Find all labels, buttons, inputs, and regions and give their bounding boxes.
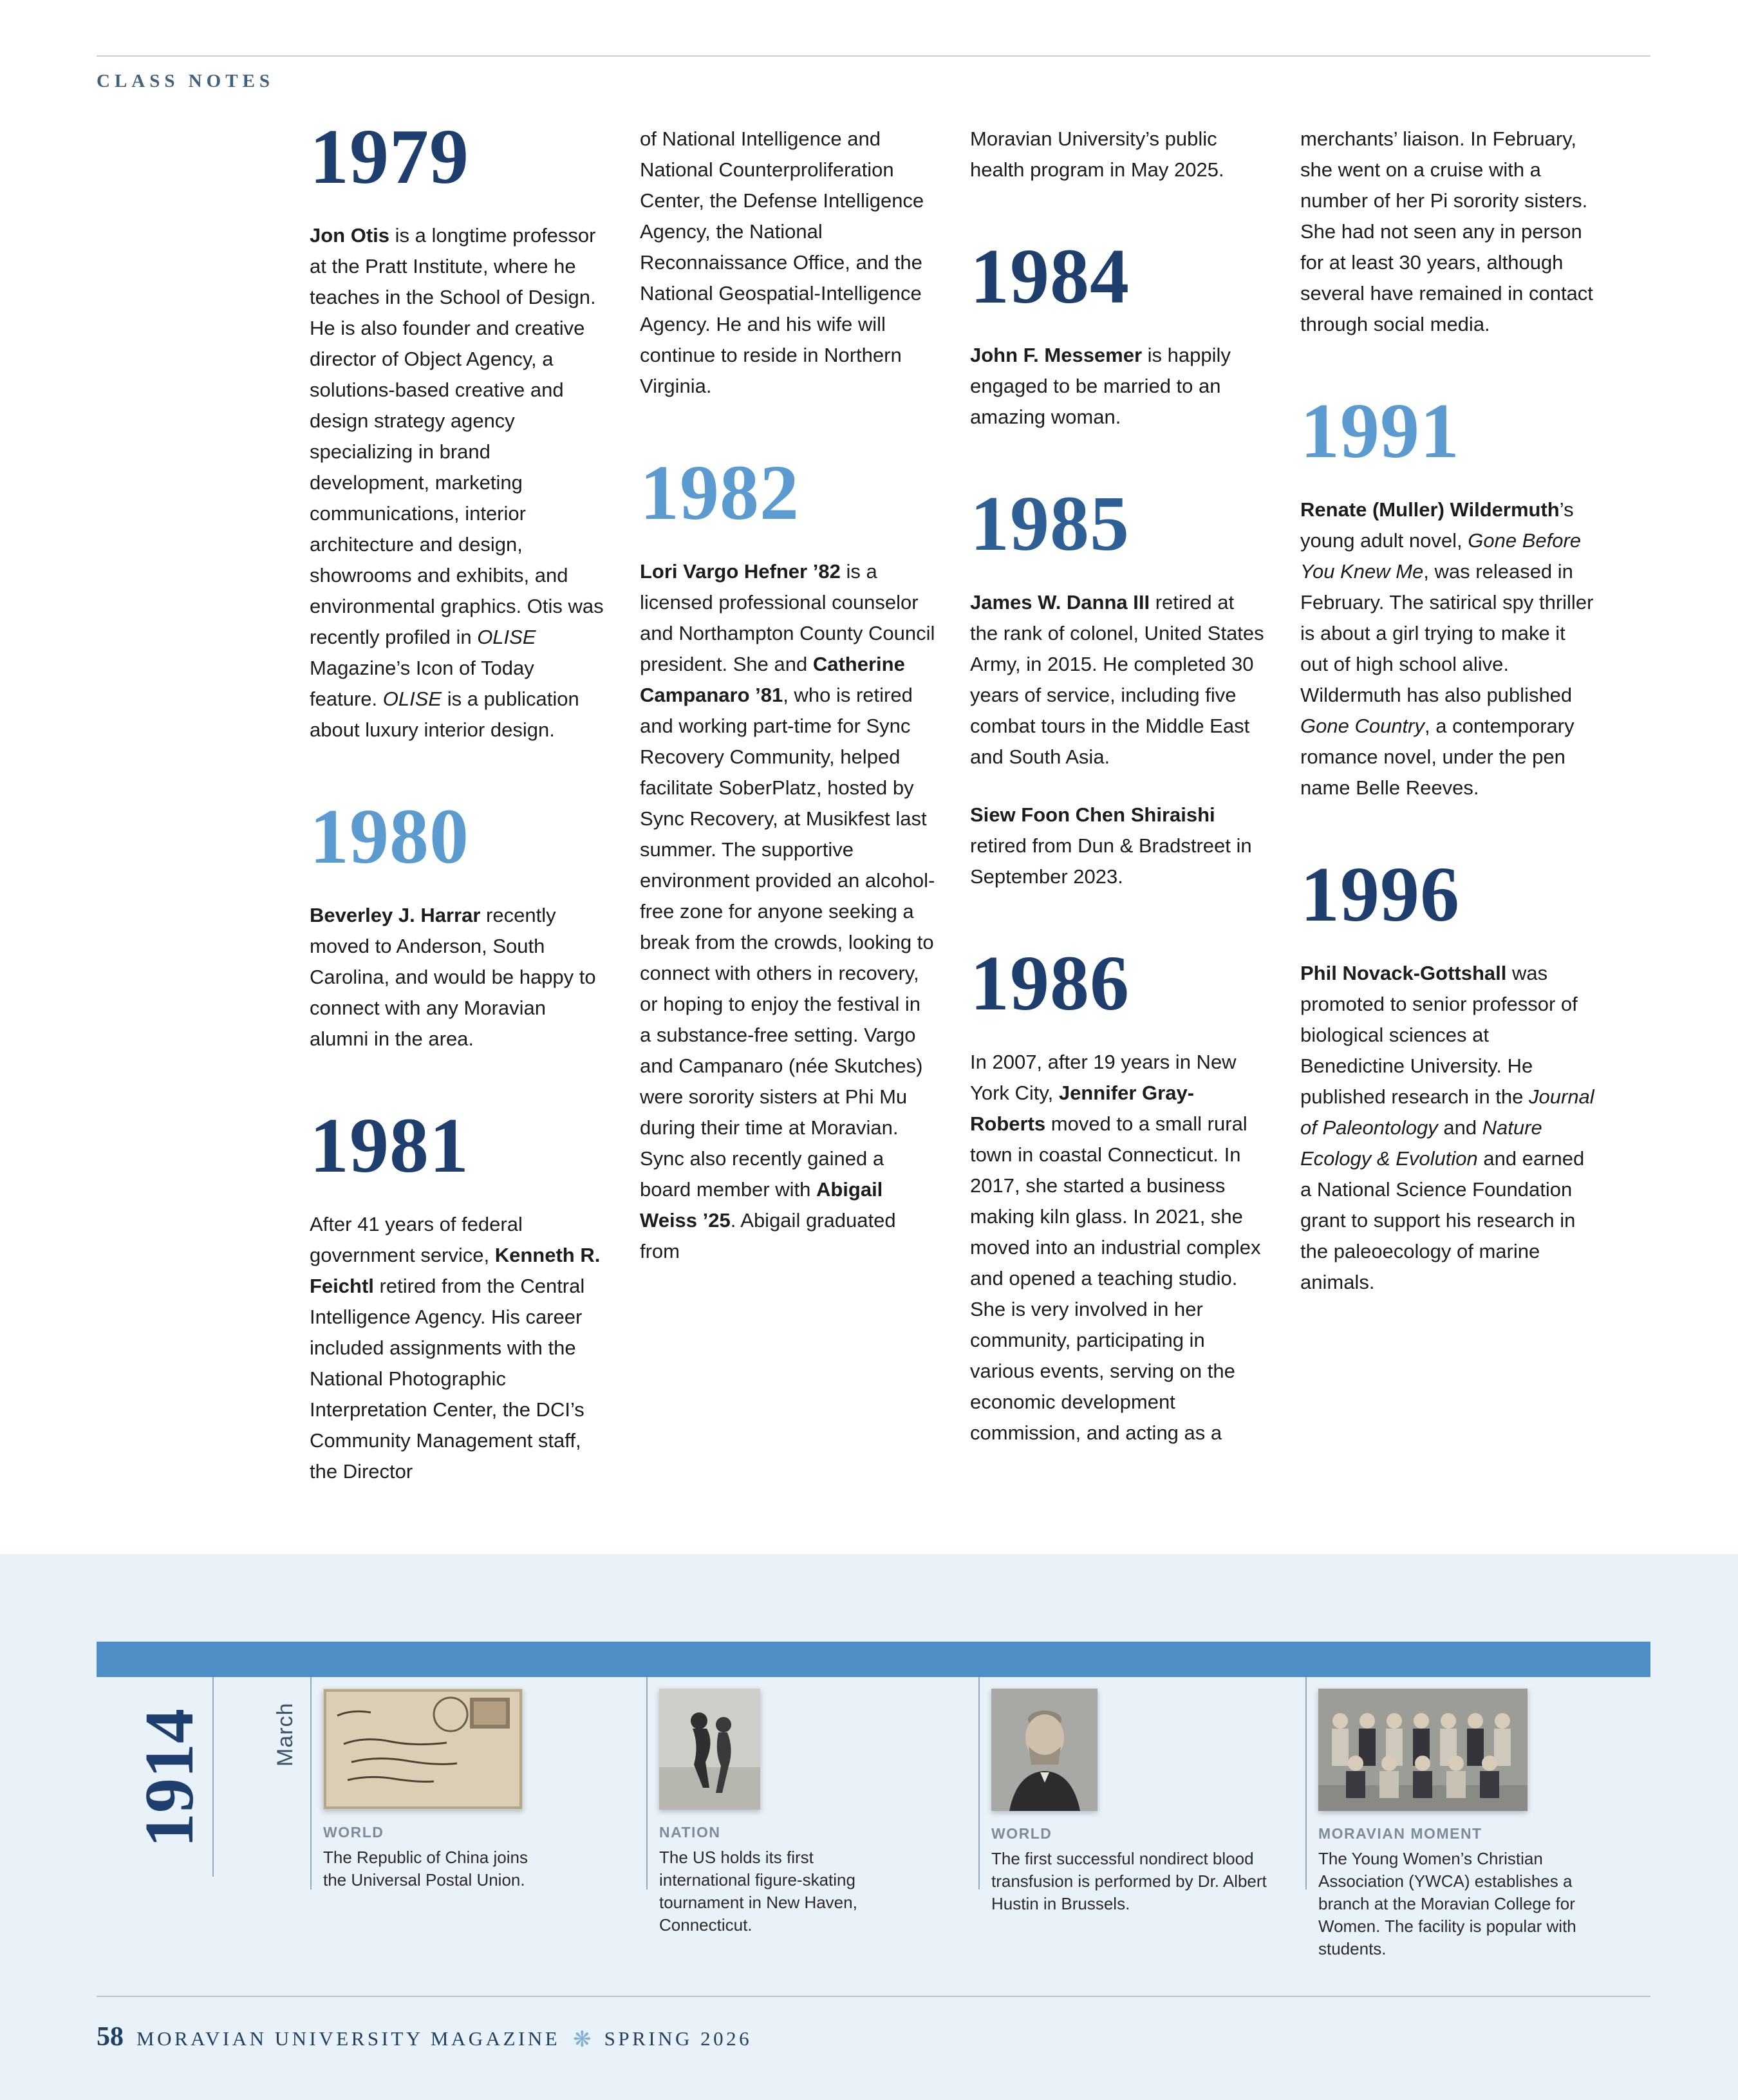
class-note-paragraph: merchants’ liaison. In February, she went on a cruise with a number of her Pi sorority sisters. She had not seen any in person for at least 30 years, although several have remained in contact through social media.: [1300, 127, 1593, 335]
timeline-bar: [97, 1642, 1650, 1677]
timeline-entry-text: The first successful nondirect blood transfusion is performed by Dr. Albert Hustin in Brussels.: [991, 1849, 1267, 1913]
year-heading-1996: 1996: [1300, 851, 1460, 938]
timeline-year-stem: [212, 1677, 214, 1877]
page-number: 58: [97, 2022, 124, 2052]
timeline-entry-4: [1318, 1689, 1595, 1960]
group-photo: [1318, 1689, 1595, 1811]
class-note-paragraph: Moravian University’s public health program in May 2025.: [970, 127, 1224, 181]
class-note-paragraph: Siew Foon Chen Shiraishi retired from Dun & Bradstreet in September 2023.: [970, 803, 1252, 888]
timeline-month: March: [273, 1702, 297, 1767]
year-heading-1985: 1985: [970, 480, 1130, 567]
year-heading-1981: 1981: [310, 1102, 469, 1189]
class-note-paragraph: John F. Messemer is happily engaged to be married to an amazing woman.: [970, 344, 1231, 428]
year-heading-1980: 1980: [310, 793, 469, 880]
year-heading-1986: 1986: [970, 940, 1130, 1027]
timeline-entry-text: The Young Women’s Christian Association (YWCA) establishes a branch at the Moravian College for Women. The facility is popular with students.: [1318, 1849, 1576, 1958]
top-rule: [97, 55, 1650, 57]
timeline-entry-text: The US holds its first international figure-skating tournament in New Haven, Connecticut.: [659, 1848, 857, 1935]
footer: [97, 2021, 752, 2052]
year-heading-1991: 1991: [1300, 388, 1460, 474]
timeline-entry-label: WORLD: [323, 1824, 384, 1841]
footer-issue: SPRING 2026: [604, 2027, 752, 2050]
class-note-paragraph: In 2007, after 19 years in New York City, Jennifer Gray-Roberts moved to a small rural town in coastal Connecticut. In 2017, she started a business making kiln glass. In 2021, she moved into an industrial complex and opened a teaching studio. She is very involved in her community, participating in various events, serving on the economic development commission, and acting as a: [970, 1051, 1261, 1444]
class-note-paragraph: After 41 years of federal government service, Kenneth R. Feichtl retired from the Central Intelligence Agency. His career included assignments with the National Photographic Interpretation Center, the DCI’s Community Management staff, the Director: [310, 1213, 601, 1483]
year-heading-1984: 1984: [970, 233, 1130, 320]
class-note-paragraph: Jon Otis is a longtime professor at the Pratt Institute, where he teaches in the School of Design. He is also founder and creative director of Object Agency, a solutions-based creative and design strategy agency specializing in brand development, marketing communications, interior architecture and design, showrooms and exhibits, and environmental graphics. Otis was recently profiled in OLISE Magazine’s Icon of Today feature. OLISE is a publication about luxury interior design.: [310, 224, 604, 741]
class-note-paragraph: Phil Novack-Gottshall was promoted to senior professor of biological sciences at Benedictine University. He published research in the Journal of Paleontology and Nature Ecology & Evolution and earned a National Science Foundation grant to support his research in the paleoecology of marine animals.: [1300, 962, 1594, 1293]
footer-rule: [97, 1996, 1650, 1997]
timeline-entry-label: NATION: [659, 1824, 721, 1841]
year-heading-1979: 1979: [310, 113, 469, 200]
column-3: [970, 124, 1266, 1514]
timeline-entry-label: MORAVIAN MOMENT: [1318, 1825, 1482, 1842]
column-4: [1300, 124, 1596, 1514]
timeline-entry-text: The Republic of China joins the Universal Postal Union.: [323, 1848, 528, 1889]
portrait-photo: [991, 1689, 1268, 1811]
class-note-paragraph: Renate (Muller) Wildermuth’s young adult novel, Gone Before You Knew Me, was released in February. The satirical spy thriller is about a girl trying to make it out of high school alive. Wildermuth has also published Gone Country, a contemporary romance novel, under the pen name Belle Reeves.: [1300, 498, 1594, 799]
timeline-band: [0, 1554, 1738, 2100]
postal-envelope-photo: [323, 1689, 600, 1810]
snowflake-icon: ❋: [573, 2027, 592, 2052]
year-heading-1982: 1982: [640, 449, 799, 536]
timeline-entry-1: [323, 1689, 600, 1891]
figure-skaters-photo: [659, 1689, 936, 1810]
section-kicker: CLASS NOTES: [97, 71, 275, 91]
class-note-paragraph: of National Intelligence and National Counterproliferation Center, the Defense Intelligence Agency, the National Reconnaissance Office, and the National Geospatial-Intelligence Agency. He and his wife will continue to reside in Northern Virginia.: [640, 127, 924, 397]
class-note-paragraph: Beverley J. Harrar recently moved to Anderson, South Carolina, and would be happy to connect with any Moravian alumni in the area.: [310, 904, 596, 1050]
class-note-paragraph: Lori Vargo Hefner ’82 is a licensed professional counselor and Northampton County Council president. She and Catherine Campanaro ’81, who is retired and working part-time for Sync Recovery Community, helped facilitate SoberPlatz, hosted by Sync Recovery, at Musikfest last summer. The supportive environment provided an alcohol-free zone for anyone seeking a break from the crowds, looking to connect with others in recovery, or hoping to enjoy the festival in a substance-free setting. Vargo and Campanaro (née Skutches) were sorority sisters at Phi Mu during their time at Moravian. Sync also recently gained a board member with Abigail Weiss ’25. Abigail graduated from: [640, 560, 935, 1262]
timeline-year: 1914: [131, 1709, 208, 1848]
columns: [310, 113, 1603, 1514]
footer-magazine-name: MORAVIAN UNIVERSITY MAGAZINE: [136, 2027, 561, 2050]
timeline-entry-3: [991, 1689, 1268, 1915]
timeline-entry-2: [659, 1689, 936, 1936]
column-1: [310, 113, 606, 1514]
column-2: [640, 124, 936, 1514]
timeline-entry-label: WORLD: [991, 1825, 1052, 1842]
class-note-paragraph: James W. Danna III retired at the rank of colonel, United States Army, in 2015. He completed 30 years of service, including five combat tours in the Middle East and South Asia.: [970, 591, 1264, 768]
